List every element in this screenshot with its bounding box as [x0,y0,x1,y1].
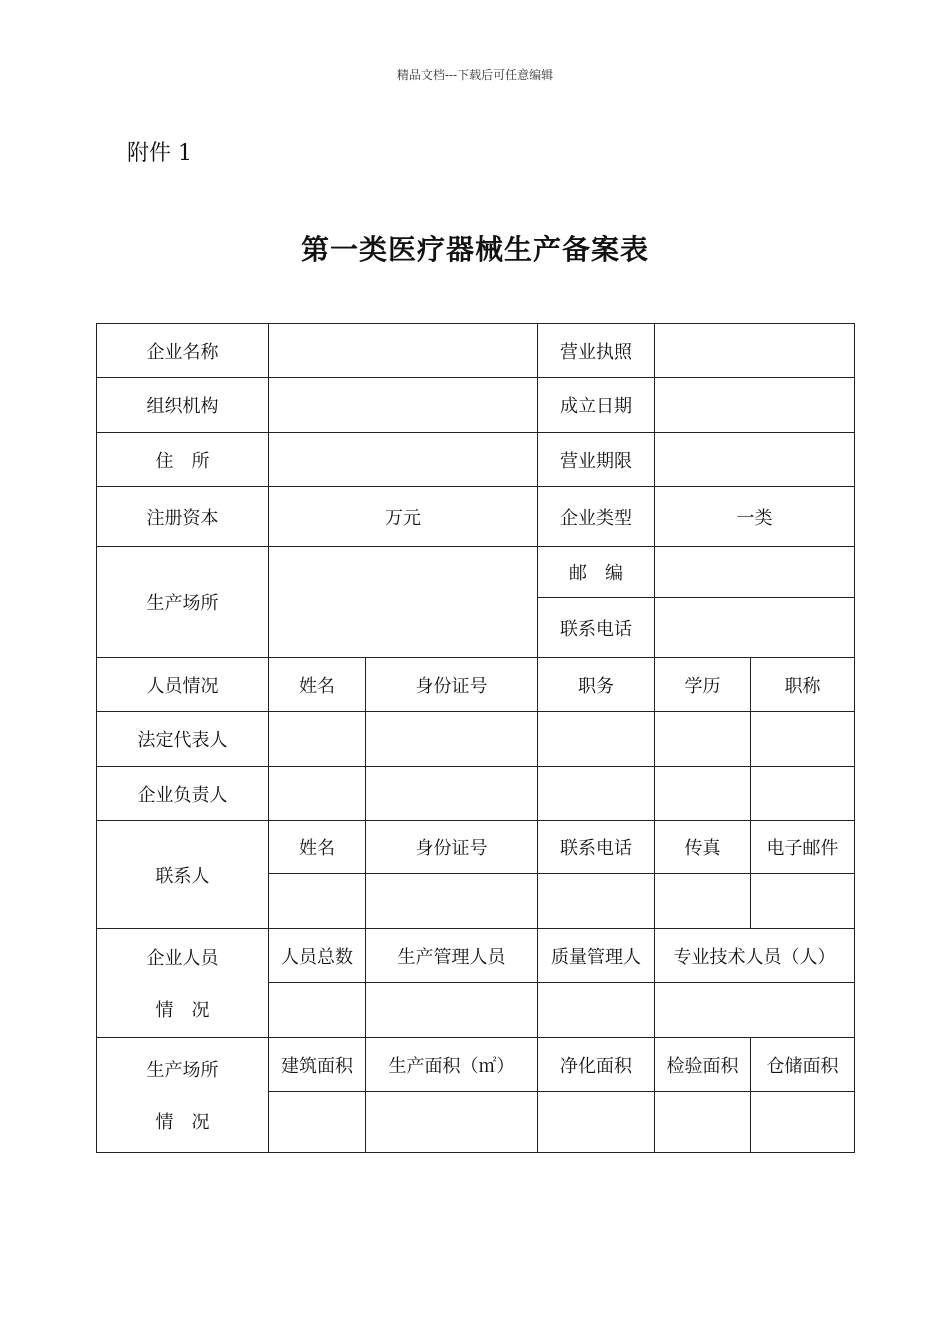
field-legal-rep-education[interactable] [655,712,751,767]
staff-label-line2: 情 况 [155,1000,210,1021]
label-legal-rep: 法定代表人 [97,712,269,767]
label-company-name: 企业名称 [97,324,269,378]
label-registered-capital: 注册资本 [97,487,269,547]
staff-header: 人员总数 [269,929,366,983]
field-contact-phone[interactable] [538,874,655,929]
site-header: 净化面积 [538,1038,655,1092]
contact-header: 姓名 [269,821,366,874]
field-postcode[interactable] [655,547,855,598]
label-company-type: 企业类型 [538,487,655,547]
capital-unit: 万元 [385,507,421,529]
site-header: 生产面积（㎡） [366,1038,538,1092]
field-site-storage-area[interactable] [751,1092,855,1153]
field-staff-total[interactable] [269,983,366,1038]
filing-form-table [96,323,855,1153]
label-business-term: 营业期限 [538,433,655,487]
site-header: 建筑面积 [269,1038,366,1092]
field-registered-capital[interactable] [269,487,538,547]
site-label-line1: 生产场所 [146,1060,219,1081]
field-contact-fax[interactable] [655,874,751,929]
personnel-header: 学历 [655,658,751,712]
field-site-production-area[interactable] [366,1092,538,1153]
form-title: 第一类医疗器械生产备案表 [300,233,649,266]
staff-header: 生产管理人员 [366,929,538,983]
site-header: 仓储面积 [751,1038,855,1092]
field-production-site[interactable] [269,547,538,658]
contact-header: 传真 [655,821,751,874]
label-business-license: 营业执照 [538,324,655,378]
field-head-position[interactable] [538,767,655,821]
field-staff-quality-mgmt[interactable] [538,983,655,1038]
label-company-head: 企业负责人 [97,767,269,821]
label-site-situation [97,1038,269,1153]
field-head-id[interactable] [366,767,538,821]
field-head-name[interactable] [269,767,366,821]
field-staff-technical[interactable] [655,983,855,1038]
field-established-date[interactable] [655,378,855,433]
field-company-name[interactable] [269,324,538,378]
label-postcode: 邮 编 [538,547,655,598]
field-business-term[interactable] [655,433,855,487]
personnel-header: 身份证号 [366,658,538,712]
field-contact-id[interactable] [366,874,538,929]
field-phone[interactable] [655,598,855,658]
personnel-header: 姓名 [269,658,366,712]
label-phone: 联系电话 [538,598,655,658]
field-staff-production-mgmt[interactable] [366,983,538,1038]
label-org-code: 组织机构 [97,378,269,433]
label-established-date: 成立日期 [538,378,655,433]
field-address[interactable] [269,433,538,487]
staff-label-line1: 企业人员 [146,948,219,969]
contact-header: 身份证号 [366,821,538,874]
staff-header: 质量管理人 [538,929,655,983]
field-head-education[interactable] [655,767,751,821]
personnel-header: 职务 [538,658,655,712]
field-legal-rep-name[interactable] [269,712,366,767]
field-site-inspection-area[interactable] [655,1092,751,1153]
field-company-type: 一类 [655,487,855,547]
label-production-site: 生产场所 [97,547,269,658]
field-site-building-area[interactable] [269,1092,366,1153]
staff-header: 专业技术人员（人） [655,929,855,983]
contact-header: 联系电话 [538,821,655,874]
contact-header: 电子邮件 [751,821,855,874]
field-contact-email[interactable] [751,874,855,929]
field-legal-rep-title[interactable] [751,712,855,767]
field-org-code[interactable] [269,378,538,433]
label-contact-person: 联系人 [97,821,269,929]
label-personnel: 人员情况 [97,658,269,712]
label-address: 住 所 [97,433,269,487]
field-business-license[interactable] [655,324,855,378]
attachment-label: 附件 1 [127,141,192,166]
personnel-header: 职称 [751,658,855,712]
field-legal-rep-position[interactable] [538,712,655,767]
site-header: 检验面积 [655,1038,751,1092]
label-staff-situation [97,929,269,1038]
field-contact-name[interactable] [269,874,366,929]
header-note: 精品文档---下载后可任意编辑 [396,68,554,82]
field-head-title[interactable] [751,767,855,821]
site-label-line2: 情 况 [155,1112,210,1133]
field-site-clean-area[interactable] [538,1092,655,1153]
field-legal-rep-id[interactable] [366,712,538,767]
